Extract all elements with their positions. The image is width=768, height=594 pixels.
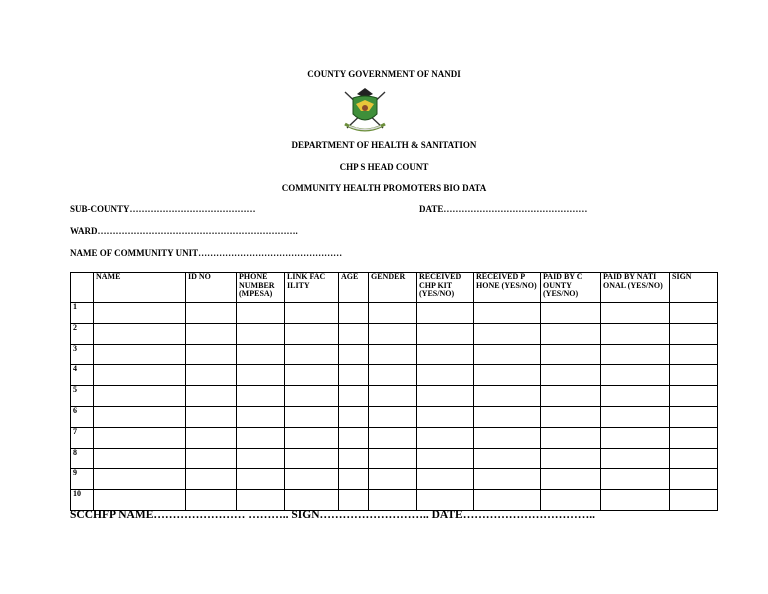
- column-header: PAID BY NATI ONAL (YES/NO): [601, 273, 670, 303]
- department-heading: DEPARTMENT OF HEALTH & SANITATION: [291, 140, 477, 150]
- column-header: ID NO: [186, 273, 237, 303]
- table-cell[interactable]: [417, 427, 474, 448]
- row-number: 1: [71, 303, 94, 324]
- table-cell[interactable]: [541, 448, 601, 469]
- table-cell[interactable]: [541, 490, 601, 511]
- table-cell[interactable]: [601, 427, 670, 448]
- table-cell[interactable]: [670, 469, 718, 490]
- table-cell[interactable]: [94, 365, 186, 386]
- table-cell[interactable]: [186, 490, 237, 511]
- table-row: [71, 469, 718, 490]
- table-cell[interactable]: [601, 303, 670, 324]
- date-field[interactable]: DATE…………………………………………: [419, 204, 588, 214]
- sub-county-field[interactable]: SUB-COUNTY……………………………………: [70, 204, 256, 214]
- table-cell[interactable]: [237, 406, 285, 427]
- table-body: [71, 303, 718, 511]
- table-cell[interactable]: [339, 323, 369, 344]
- table-cell[interactable]: [285, 323, 339, 344]
- row-number: 3: [71, 344, 94, 365]
- table-cell[interactable]: [474, 386, 541, 407]
- form-title: CHP S HEAD COUNT: [339, 162, 429, 172]
- table-cell[interactable]: [601, 469, 670, 490]
- table-cell[interactable]: [94, 344, 186, 365]
- table-cell[interactable]: [601, 386, 670, 407]
- table-cell[interactable]: [285, 365, 339, 386]
- table-cell[interactable]: [601, 448, 670, 469]
- table-cell[interactable]: [670, 448, 718, 469]
- table-cell[interactable]: [186, 323, 237, 344]
- row-number: 10: [71, 490, 94, 511]
- table-cell[interactable]: [285, 386, 339, 407]
- table-cell[interactable]: [285, 303, 339, 324]
- table-cell[interactable]: [186, 344, 237, 365]
- column-header: RECEIVED P HONE (YES/NO): [474, 273, 541, 303]
- table-cell[interactable]: [186, 406, 237, 427]
- table-row: [71, 490, 718, 511]
- table-cell[interactable]: [94, 406, 186, 427]
- table-cell[interactable]: [237, 323, 285, 344]
- table-cell[interactable]: [369, 344, 417, 365]
- row-number: 9: [71, 469, 94, 490]
- table-cell[interactable]: [186, 469, 237, 490]
- table-cell[interactable]: [237, 386, 285, 407]
- community-unit-field[interactable]: NAME OF COMMUNITY UNIT…………………………………………: [70, 248, 343, 258]
- table-cell[interactable]: [369, 448, 417, 469]
- table-cell[interactable]: [369, 406, 417, 427]
- table-cell[interactable]: [339, 469, 369, 490]
- table-cell[interactable]: [369, 490, 417, 511]
- row-number: 2: [71, 323, 94, 344]
- bio-data-table: [70, 272, 718, 511]
- county-heading: COUNTY GOVERNMENT OF NANDI: [307, 69, 461, 79]
- form-subtitle: COMMUNITY HEALTH PROMOTERS BIO DATA: [281, 183, 487, 193]
- table-cell[interactable]: [237, 303, 285, 324]
- table-cell[interactable]: [285, 406, 339, 427]
- row-number: 5: [71, 386, 94, 407]
- table-header-row: [71, 273, 718, 303]
- table-cell[interactable]: [186, 365, 237, 386]
- column-header: LINK FAC ILITY: [285, 273, 339, 303]
- table-cell[interactable]: [237, 448, 285, 469]
- table-row: [71, 448, 718, 469]
- column-header: SIGN: [670, 273, 718, 303]
- table-cell[interactable]: [417, 406, 474, 427]
- table-cell[interactable]: [94, 303, 186, 324]
- table-cell[interactable]: [601, 490, 670, 511]
- table-cell[interactable]: [601, 323, 670, 344]
- table-cell[interactable]: [670, 303, 718, 324]
- table-cell[interactable]: [369, 323, 417, 344]
- table-cell[interactable]: [339, 406, 369, 427]
- table-row: [71, 365, 718, 386]
- table-cell[interactable]: [285, 469, 339, 490]
- table-cell[interactable]: [474, 344, 541, 365]
- table-cell[interactable]: [94, 323, 186, 344]
- table-cell[interactable]: [237, 490, 285, 511]
- column-header: RECEIVED CHP KIT (YES/NO): [417, 273, 474, 303]
- table-cell[interactable]: [541, 469, 601, 490]
- table-cell[interactable]: [417, 386, 474, 407]
- table-cell[interactable]: [94, 448, 186, 469]
- table-row: [71, 303, 718, 324]
- table-cell[interactable]: [285, 448, 339, 469]
- table-cell[interactable]: [285, 427, 339, 448]
- row-number: 6: [71, 406, 94, 427]
- table-cell[interactable]: [417, 469, 474, 490]
- table-cell[interactable]: [417, 490, 474, 511]
- table-cell[interactable]: [474, 427, 541, 448]
- table-cell[interactable]: [417, 365, 474, 386]
- table-cell[interactable]: [339, 427, 369, 448]
- table-cell[interactable]: [670, 365, 718, 386]
- table-cell[interactable]: [474, 469, 541, 490]
- table-cell[interactable]: [601, 365, 670, 386]
- table-cell[interactable]: [541, 344, 601, 365]
- table-cell[interactable]: [369, 469, 417, 490]
- table-cell[interactable]: [541, 365, 601, 386]
- row-number: 4: [71, 365, 94, 386]
- table-cell[interactable]: [474, 365, 541, 386]
- table-row: [71, 386, 718, 407]
- table-cell[interactable]: [474, 448, 541, 469]
- table-cell[interactable]: [474, 406, 541, 427]
- table-cell[interactable]: [186, 386, 237, 407]
- row-number: 7: [71, 427, 94, 448]
- county-coat-of-arms-icon: [339, 84, 391, 134]
- table-cell[interactable]: [339, 303, 369, 324]
- table-cell[interactable]: [670, 386, 718, 407]
- table-cell[interactable]: [237, 365, 285, 386]
- table-cell[interactable]: [474, 323, 541, 344]
- table-cell[interactable]: [474, 490, 541, 511]
- table-cell[interactable]: [339, 344, 369, 365]
- table-cell[interactable]: [417, 303, 474, 324]
- table-cell[interactable]: [670, 490, 718, 511]
- table-cell[interactable]: [474, 303, 541, 324]
- table-cell[interactable]: [541, 386, 601, 407]
- table-cell[interactable]: [94, 386, 186, 407]
- table-cell[interactable]: [339, 386, 369, 407]
- footer-signature-line[interactable]: SCCHFP NAME…………………… ……….. SIGN……………………….. DATE……………………………..: [70, 509, 595, 521]
- table-row: [71, 323, 718, 344]
- table-cell[interactable]: [339, 490, 369, 511]
- table-cell[interactable]: [670, 323, 718, 344]
- column-header: AGE: [339, 273, 369, 303]
- table-cell[interactable]: [285, 344, 339, 365]
- table-cell[interactable]: [237, 469, 285, 490]
- table-cell[interactable]: [237, 344, 285, 365]
- column-header: GENDER: [369, 273, 417, 303]
- table-cell[interactable]: [339, 365, 369, 386]
- table-cell[interactable]: [541, 427, 601, 448]
- table-cell[interactable]: [285, 490, 339, 511]
- table-cell[interactable]: [541, 406, 601, 427]
- table-cell[interactable]: [541, 303, 601, 324]
- table-cell[interactable]: [670, 344, 718, 365]
- table-cell[interactable]: [186, 303, 237, 324]
- table-cell[interactable]: [339, 448, 369, 469]
- table-row: [71, 344, 718, 365]
- column-header: NAME: [94, 273, 186, 303]
- row-number-header: [71, 273, 94, 303]
- table-cell[interactable]: [417, 344, 474, 365]
- column-header: PAID BY C OUNTY (YES/NO): [541, 273, 601, 303]
- table-cell[interactable]: [369, 386, 417, 407]
- table-cell[interactable]: [186, 448, 237, 469]
- column-header: PHONE NUMBER (MPESA): [237, 273, 285, 303]
- table-row: [71, 406, 718, 427]
- ward-field[interactable]: WARD………………………………………………………….: [70, 226, 298, 236]
- table-cell[interactable]: [541, 323, 601, 344]
- table-cell[interactable]: [186, 427, 237, 448]
- table-cell[interactable]: [94, 469, 186, 490]
- table-cell[interactable]: [601, 406, 670, 427]
- table-cell[interactable]: [94, 427, 186, 448]
- table-cell[interactable]: [237, 427, 285, 448]
- table-cell[interactable]: [670, 427, 718, 448]
- table-cell[interactable]: [670, 406, 718, 427]
- table-cell[interactable]: [417, 448, 474, 469]
- table-cell[interactable]: [369, 303, 417, 324]
- table-cell[interactable]: [417, 323, 474, 344]
- table-cell[interactable]: [601, 344, 670, 365]
- table-row: [71, 427, 718, 448]
- row-number: 8: [71, 448, 94, 469]
- table-cell[interactable]: [369, 427, 417, 448]
- table-cell[interactable]: [369, 365, 417, 386]
- table-cell[interactable]: [94, 490, 186, 511]
